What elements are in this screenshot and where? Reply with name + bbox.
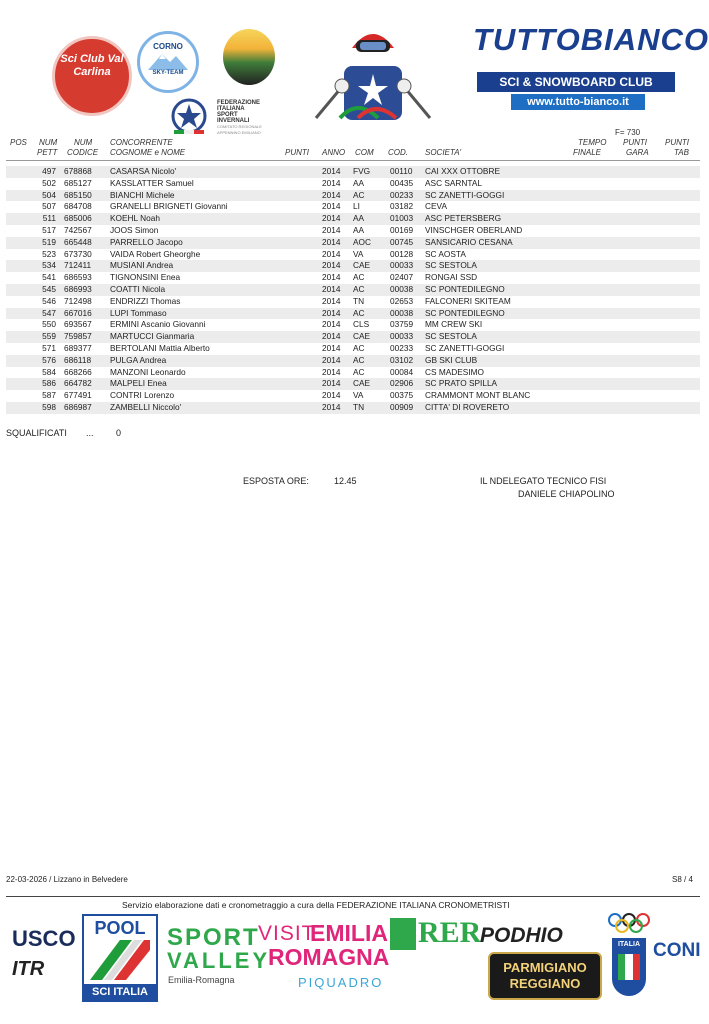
cell-societa: SC SESTOLA: [425, 260, 477, 271]
squalificati-value: 0: [116, 428, 122, 438]
cell-codice: 685150: [64, 189, 92, 200]
cell-anno: 2014: [322, 295, 341, 306]
corno-skyteam-logo: [137, 31, 199, 93]
rer-square-icon: [390, 918, 416, 950]
table-row: [6, 343, 700, 355]
flag-green: [618, 954, 625, 980]
cell-com: AC: [353, 342, 365, 353]
cell-codice: 665448: [64, 236, 92, 247]
cell-anno: 2014: [322, 248, 341, 259]
cell-cod: 00233: [390, 189, 414, 200]
emilia-text: EMILIA: [310, 920, 388, 946]
cell-com: FVG: [353, 166, 371, 176]
cell-codice: 712498: [64, 295, 92, 306]
col-punti: PUNTI: [285, 148, 309, 157]
cell-codice: 686118: [64, 354, 92, 365]
col-num: NUM: [39, 138, 58, 147]
cell-pett: 504: [42, 189, 56, 200]
cell-anno: 2014: [322, 236, 341, 247]
col-finale: FINALE: [573, 148, 602, 157]
cell-com: AC: [353, 272, 365, 283]
cell-codice: 673730: [64, 248, 92, 259]
cell-societa: ASC SARNTAL: [425, 177, 483, 188]
cell-anno: 2014: [322, 260, 341, 271]
cell-pett: 586: [42, 378, 56, 389]
cell-cod: 00110: [390, 166, 413, 176]
cell-societa: SC PONTEDILEGNO: [425, 307, 505, 318]
cell-com: TN: [353, 401, 365, 412]
italia-shield-icon: [612, 938, 646, 996]
cell-name: LUPI Tommaso: [110, 307, 167, 318]
results-table: [6, 166, 700, 414]
cell-cod: 00084: [390, 366, 414, 377]
table-row: [6, 331, 700, 343]
cell-codice: 759857: [64, 331, 92, 342]
cell-name: KOEHL Noah: [110, 213, 160, 224]
cell-codice: 678868: [64, 166, 92, 176]
cell-codice: 689377: [64, 342, 92, 353]
cell-anno: 2014: [322, 201, 341, 212]
cell-name: MUSIANI Andrea: [110, 260, 174, 271]
cell-name: PARRELLO Jacopo: [110, 236, 183, 247]
sunrise-logo: [223, 29, 275, 85]
cell-pett: 497: [42, 166, 56, 176]
cell-name: MARTUCCI Gianmaria: [110, 331, 195, 342]
cell-anno: 2014: [322, 331, 341, 342]
cell-codice: 742567: [64, 224, 92, 235]
col-anno: ANNO: [322, 148, 346, 157]
cell-anno: 2014: [322, 366, 341, 377]
pool-stripes-icon: [90, 940, 150, 980]
cell-cod: 00909: [390, 401, 414, 412]
cell-societa: FALCONERI SKITEAM: [425, 295, 511, 306]
cell-name: BERTOLANI Mattia Alberto: [110, 342, 210, 353]
footer-rule: [6, 896, 700, 897]
cell-name: GRANELLI BRIGNETI Giovanni: [110, 201, 228, 212]
cell-codice: 667016: [64, 307, 92, 318]
cell-codice: 693567: [64, 319, 92, 330]
cell-societa: SANSICARIO CESANA: [425, 236, 513, 247]
cell-com: AC: [353, 366, 365, 377]
cell-cod: 00038: [390, 283, 414, 294]
table-row: [6, 284, 700, 296]
cell-anno: 2014: [322, 401, 341, 412]
cell-cod: 03102: [390, 354, 414, 365]
cell-cod: 00375: [390, 390, 414, 401]
table-row: [6, 272, 700, 284]
cell-com: AC: [353, 307, 365, 318]
cell-anno: 2014: [322, 390, 341, 401]
cell-codice: 684708: [64, 201, 92, 212]
cell-anno: 2014: [322, 224, 341, 235]
cell-name: KASSLATTER Samuel: [110, 177, 194, 188]
fisi-mascot-logo: [312, 22, 434, 122]
cell-cod: 02407: [390, 272, 414, 283]
cell-cod: 00169: [390, 224, 414, 235]
table-row: [6, 296, 700, 308]
podhio-logo: PODHIO: [480, 924, 563, 947]
cell-societa: ASC PETERSBERG: [425, 213, 502, 224]
col-tempo: TEMPO: [578, 138, 607, 147]
cell-anno: 2014: [322, 213, 341, 224]
visit-text: VISIT: [258, 922, 316, 945]
cell-name: ENDRIZZI Thomas: [110, 295, 181, 306]
cell-pett: 550: [42, 319, 56, 330]
cell-codice: 668266: [64, 366, 92, 377]
col-tab: TAB: [674, 148, 689, 157]
col-cod: COD.: [388, 148, 408, 157]
cell-name: PULGA Andrea: [110, 354, 167, 365]
cell-cod: 01003: [390, 213, 414, 224]
cell-pett: 571: [42, 342, 56, 353]
sci-italia-text: SCI ITALIA: [84, 984, 156, 1000]
table-row: [6, 166, 700, 178]
coni-logo: CONI: [653, 940, 701, 961]
fisi-line: INVERNALI: [217, 118, 250, 124]
cell-name: JOOS Simon: [110, 224, 159, 235]
col-pos: POS: [10, 138, 27, 147]
fisi-line: FEDERAZIONE: [217, 100, 261, 106]
cell-pett: 547: [42, 307, 56, 318]
piquadro-logo: PIQUADRO: [298, 975, 384, 990]
cell-cod: 00033: [390, 260, 414, 271]
corno-logo-text: CORNO: [153, 42, 183, 51]
col-codice: CODICE: [67, 148, 99, 157]
cell-pett: 546: [42, 295, 56, 306]
cell-societa: CS MADESIMO: [425, 366, 485, 377]
cell-name: COATTI Nicola: [110, 283, 166, 294]
cell-com: VA: [353, 248, 364, 259]
cell-societa: SC PONTEDILEGNO: [425, 283, 505, 294]
col-cognome-nome: COGNOME e NOME: [110, 148, 186, 157]
cell-pett: 598: [42, 401, 56, 412]
delegato-name: DANIELE CHIAPOLINO: [518, 489, 615, 499]
corno-logo-subtext: SKY-TEAM: [152, 70, 184, 76]
cell-com: CLS: [353, 319, 370, 330]
cell-com: AA: [353, 213, 365, 224]
cell-pett: 511: [42, 213, 56, 224]
cell-com: AOC: [353, 236, 371, 247]
flag-red: [633, 954, 640, 980]
table-row: [6, 237, 700, 249]
pool-text: POOL: [94, 918, 146, 938]
col-gara: GARA: [626, 148, 649, 157]
sciclub-logo-text: Sci Club Val Carlina: [60, 53, 124, 78]
cell-codice: 686987: [64, 401, 92, 412]
cell-societa: CRAMMONT MONT BLANC: [425, 390, 531, 401]
cell-codice: 664782: [64, 378, 92, 389]
cell-societa: SC PRATO SPILLA: [425, 378, 498, 389]
cell-societa: MM CREW SKI: [425, 319, 483, 330]
table-row: [6, 355, 700, 367]
cell-anno: 2014: [322, 342, 341, 353]
cell-anno: 2014: [322, 378, 341, 389]
cell-pett: 523: [42, 248, 56, 259]
flag-white: [625, 954, 633, 980]
mountain-icon: [148, 52, 188, 70]
cell-pett: 541: [42, 272, 56, 283]
cell-name: BIANCHI Michele: [110, 189, 175, 200]
emilia-romagna-small: Emilia-Romagna: [168, 975, 235, 985]
valley-text: VALLEY: [167, 948, 271, 973]
cell-pett: 559: [42, 331, 56, 342]
esposta-label: ESPOSTA ORE:: [243, 476, 309, 486]
cell-cod: 02906: [390, 378, 414, 389]
cell-cod: 00128: [390, 248, 414, 259]
sciclub-logo: [52, 36, 132, 116]
table-row: [6, 402, 700, 414]
cell-name: ZAMBELLI Niccolo': [110, 401, 182, 412]
col-concorrente: CONCORRENTE: [110, 138, 173, 147]
page-number: S8 / 4: [672, 875, 693, 884]
cell-pett: 584: [42, 366, 56, 377]
cell-com: AC: [353, 189, 365, 200]
cell-societa: CAI XXX OTTOBRE: [425, 166, 500, 176]
cell-pett: 576: [42, 354, 56, 365]
cell-anno: 2014: [322, 354, 341, 365]
itr-logo: ITR: [12, 958, 45, 980]
cell-codice: 686593: [64, 272, 92, 283]
date-place: 22-03-2026 / Lizzano in Belvedere: [6, 875, 128, 884]
table-row: [6, 260, 700, 272]
table-row: [6, 225, 700, 237]
table-row: [6, 249, 700, 261]
cell-anno: 2014: [322, 166, 341, 176]
table-row: [6, 201, 700, 213]
fisi-line: SPORT: [217, 112, 238, 118]
cell-pett: 534: [42, 260, 56, 271]
usco-logo: USCO: [12, 926, 76, 951]
delegato-title: IL NDELEGATO TECNICO FISI: [480, 476, 607, 486]
table-row: [6, 378, 700, 390]
cell-societa: SC SESTOLA: [425, 331, 477, 342]
cell-societa: SC ZANETTI-GOGGI: [425, 189, 505, 200]
sport-text: SPORT: [167, 924, 260, 951]
table-row: [6, 190, 700, 202]
cell-com: TN: [353, 295, 365, 306]
cell-societa: RONGAI SSD: [425, 272, 478, 283]
cell-societa: SC ZANETTI-GOGGI: [425, 342, 505, 353]
cell-name: TIGNONSINI Enea: [110, 272, 181, 283]
parmigiano-logo: [488, 952, 602, 1000]
cell-com: CAE: [353, 260, 371, 271]
cell-codice: 685006: [64, 213, 92, 224]
cell-com: AA: [353, 224, 365, 235]
cell-name: ERMINI Ascanio Giovanni: [110, 319, 206, 330]
cell-com: VA: [353, 390, 364, 401]
cell-anno: 2014: [322, 272, 341, 283]
cell-com: LI: [353, 201, 360, 212]
cell-cod: 00435: [390, 177, 414, 188]
col-pett: PETT: [37, 148, 58, 157]
tuttobianco-title: TUTTOBIANCO: [473, 22, 709, 57]
cell-codice: 712411: [64, 260, 92, 271]
cell-cod: 00033: [390, 331, 414, 342]
cell-anno: 2014: [322, 177, 341, 188]
cell-societa: CITTA' DI ROVERETO: [425, 401, 510, 412]
service-text: Servizio elaborazione dati e cronometraggio a cura della FEDERAZIONE ITALIANA CRONOMETRISTI: [122, 900, 510, 910]
cell-codice: 677491: [64, 390, 92, 401]
cell-societa: VINSCHGER OBERLAND: [425, 224, 523, 235]
cell-cod: 03182: [390, 201, 414, 212]
cell-pett: 519: [42, 236, 56, 247]
cell-codice: 685127: [64, 177, 92, 188]
cell-pett: 502: [42, 177, 56, 188]
cell-com: AC: [353, 283, 365, 294]
cell-anno: 2014: [322, 283, 341, 294]
tuttobianco-logo: [473, 22, 709, 112]
cell-anno: 2014: [322, 189, 341, 200]
cell-cod: 00038: [390, 307, 414, 318]
cell-anno: 2014: [322, 307, 341, 318]
cell-cod: 02653: [390, 295, 414, 306]
cell-name: VAIDA Robert Gheorghe: [110, 248, 201, 259]
cell-cod: 03759: [390, 319, 414, 330]
cell-com: AA: [353, 177, 365, 188]
cell-name: CONTRI Lorenzo: [110, 390, 175, 401]
olympic-rings-icon: [608, 912, 650, 934]
table-row: [6, 213, 700, 225]
col-num2: NUM: [74, 138, 93, 147]
col-punti-gara: PUNTI: [623, 138, 647, 147]
cell-pett: 545: [42, 283, 56, 294]
cell-societa: SC AOSTA: [425, 248, 466, 259]
cell-cod: 00745: [390, 236, 414, 247]
cell-anno: 2014: [322, 319, 341, 330]
col-punti-tab: PUNTI: [665, 138, 689, 147]
italia-text: ITALIA: [617, 941, 641, 948]
f-value: F= 730: [615, 128, 641, 137]
romagna-text: ROMAGNA: [268, 944, 390, 970]
fisi-subtext: COMITATO REGIONALE APPENNINO EMILIANO: [217, 124, 262, 135]
tuttobianco-band: SCI & SNOWBOARD CLUB: [477, 72, 675, 92]
cell-com: CAE: [353, 378, 371, 389]
cell-com: CAE: [353, 331, 371, 342]
tuttobianco-url[interactable]: www.tutto-bianco.it: [511, 94, 645, 110]
cell-com: AC: [353, 354, 365, 365]
cell-name: MANZONI Leonardo: [110, 366, 186, 377]
table-row: [6, 390, 700, 402]
col-societa: SOCIETA': [425, 148, 462, 157]
header-rule: [6, 160, 700, 161]
col-com: COM: [355, 148, 374, 157]
rer-logo: RER: [418, 916, 482, 949]
table-row: [6, 178, 700, 190]
esposta-value: 12.45: [334, 476, 357, 486]
fisi-text: [217, 100, 269, 136]
parmigiano-text: PARMIGIANO: [503, 960, 587, 975]
cell-societa: CEVA: [425, 201, 447, 212]
cell-pett: 517: [42, 224, 56, 235]
squalificati-dots: ...: [86, 428, 94, 438]
pool-sci-italia-logo: [82, 914, 158, 1002]
table-row: [6, 319, 700, 331]
cell-cod: 00233: [390, 342, 414, 353]
fisi-line: ITALIANA: [217, 106, 245, 112]
fisi-logo: [170, 96, 208, 136]
cell-name: MALPELI Enea: [110, 378, 167, 389]
squalificati-label: SQUALIFICATI: [6, 428, 67, 438]
reggiano-text: REGGIANO: [509, 976, 581, 991]
cell-name: CASARSA Nicolo': [110, 166, 177, 176]
table-row: [6, 308, 700, 320]
cell-pett: 507: [42, 201, 56, 212]
table-row: [6, 367, 700, 379]
cell-codice: 686993: [64, 283, 92, 294]
cell-pett: 587: [42, 390, 56, 401]
cell-societa: GB SKI CLUB: [425, 354, 478, 365]
